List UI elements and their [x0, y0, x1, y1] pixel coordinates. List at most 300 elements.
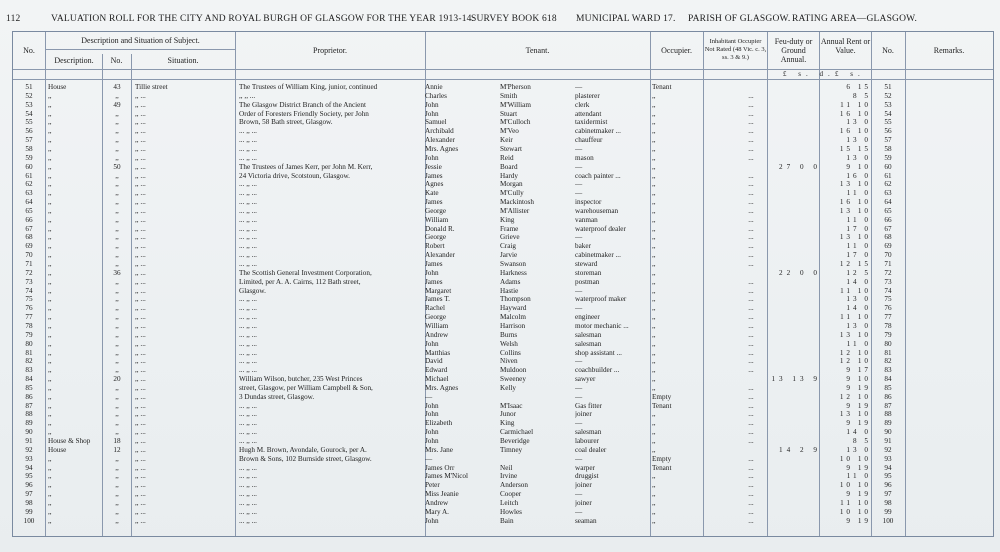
description-cell: ,, — [48, 463, 52, 472]
street-number-cell: ,, — [115, 472, 119, 481]
occupier-cell: Tenant — [652, 401, 672, 410]
entry-number: 51 — [25, 83, 33, 91]
annual-rent-cell: 10 10 — [839, 481, 871, 490]
tenant-first-name: John — [425, 339, 439, 348]
tenant-occupation: — — [575, 490, 583, 499]
tenant-first-name: George — [425, 313, 447, 322]
tenant-first-name: John — [425, 516, 439, 525]
street-number-cell: ,, — [115, 136, 119, 145]
proprietor-cell: ... ,, ... — [239, 490, 257, 499]
occupier-cell: ,, — [652, 268, 656, 277]
tenant-surname: M'Allister — [500, 206, 530, 215]
proprietor-cell: ... ,, ... — [239, 233, 257, 242]
table-row — [13, 402, 993, 411]
annual-rent-cell: 12 10 — [839, 357, 871, 366]
occupier-cell: ,, — [652, 304, 656, 313]
table-row — [13, 242, 993, 251]
description-cell: ,, — [48, 498, 52, 507]
situation-cell: ,, ... — [135, 410, 146, 419]
description-cell: ,, — [48, 401, 52, 410]
table-row — [13, 233, 993, 242]
col-header-remarks: Remarks. — [933, 46, 965, 55]
street-number-cell: ,, — [115, 224, 119, 233]
table-row — [13, 304, 993, 313]
situation-cell: ,, ... — [135, 242, 146, 251]
proprietor-cell: Brown, 58 Bath street, Glasgow. — [239, 118, 333, 127]
tenant-first-name: Edward — [425, 366, 448, 375]
tenant-occupation: — — [575, 233, 583, 242]
tenant-surname: Welsh — [500, 339, 518, 348]
occupier-cell: ,, — [652, 224, 656, 233]
entry-number: 100 — [23, 516, 35, 525]
description-cell: ,, — [48, 330, 52, 339]
occupier-cell: ,, — [652, 419, 656, 428]
inhabitant-cell: ... — [748, 144, 754, 153]
tenant-first-name: Andrew — [425, 498, 449, 507]
description-cell: ,, — [48, 260, 52, 268]
proprietor-cell: ... ,, ... — [239, 410, 257, 419]
tenant-surname: Niven — [500, 357, 518, 366]
tenant-first-name: Rachel — [425, 304, 445, 313]
tenant-first-name: James — [425, 198, 443, 207]
tenant-occupation: warehouseman — [575, 206, 619, 215]
tenant-occupation: cabinetmaker ... — [575, 127, 621, 136]
situation-cell: ,, ... — [135, 437, 146, 445]
entry-number-right: 67 — [884, 224, 892, 233]
tenant-surname: Howles — [500, 507, 522, 516]
street-number-cell: ,, — [115, 251, 119, 260]
entry-number-right: 73 — [884, 277, 892, 286]
col-header-number: No. — [110, 56, 123, 65]
inhabitant-cell: ... — [748, 189, 754, 198]
entry-number: 89 — [25, 419, 33, 428]
inhabitant-cell: ... — [748, 437, 754, 445]
tenant-first-name: John — [425, 153, 439, 162]
description-cell: ,, — [48, 251, 52, 260]
col-header-no-right: No. — [882, 46, 894, 55]
table-row — [13, 499, 993, 508]
proprietor-cell: 24 Victoria drive, Scotstoun, Glasgow. — [239, 171, 350, 180]
occupier-cell: ,, — [652, 481, 656, 490]
street-number-cell: ,, — [115, 507, 119, 516]
table-row — [13, 278, 993, 287]
street-number-cell: ,, — [115, 233, 119, 242]
tenant-surname: Stuart — [500, 109, 518, 118]
description-cell: ,, — [48, 277, 52, 286]
table-row — [13, 163, 993, 172]
street-number-cell: ,, — [115, 260, 119, 268]
situation-cell: ,, ... — [135, 490, 146, 499]
situation-cell: ,, ... — [135, 481, 146, 490]
annual-rent-cell: 11 0 — [846, 242, 871, 251]
annual-rent-cell: 13 0 — [846, 321, 871, 330]
table-row — [13, 419, 993, 428]
occupier-cell: ,, — [652, 153, 656, 162]
tenant-occupation: — — [575, 392, 583, 401]
table-row — [13, 349, 993, 358]
proprietor-cell: ... ,, ... — [239, 295, 257, 304]
tenant-first-name: John — [425, 100, 439, 109]
occupier-cell: ,, — [652, 507, 656, 516]
inhabitant-cell: ... — [748, 516, 754, 525]
tenant-surname: M'William — [500, 100, 531, 109]
proprietor-cell: ... ,, ... — [239, 498, 257, 507]
entry-number: 76 — [25, 304, 33, 313]
entry-number: 54 — [25, 109, 33, 118]
street-number-cell: 12 — [113, 445, 121, 454]
entry-number-right: 52 — [884, 91, 892, 100]
entry-number-right: 61 — [884, 171, 892, 180]
occupier-cell: ,, — [652, 180, 656, 189]
inhabitant-cell: ... — [748, 295, 754, 304]
annual-rent-cell: 12 10 — [839, 392, 871, 401]
description-cell: ,, — [48, 189, 52, 198]
inhabitant-cell: ... — [748, 206, 754, 215]
description-cell: ,, — [48, 136, 52, 145]
tenant-occupation: seaman — [575, 516, 597, 525]
entry-number: 66 — [25, 215, 33, 224]
inhabitant-cell: ... — [748, 339, 754, 348]
proprietor-cell: ... ,, ... — [239, 215, 257, 224]
entry-number-right: 83 — [884, 366, 892, 375]
entry-number-right: 71 — [884, 260, 892, 268]
tenant-first-name: Andrew — [425, 330, 449, 339]
entry-number: 64 — [25, 198, 33, 207]
description-cell: ,, — [48, 481, 52, 490]
entry-number-right: 81 — [884, 348, 892, 357]
situation-cell: ,, ... — [135, 463, 146, 472]
entry-number-right: 88 — [884, 410, 892, 419]
tenant-occupation: coachbuilder ... — [575, 366, 620, 375]
tenant-surname: Harkness — [500, 268, 527, 277]
proprietor-cell: Glasgow. — [239, 286, 266, 295]
entry-number-right: 74 — [884, 286, 892, 295]
inhabitant-cell: ... — [748, 109, 754, 118]
tenant-surname: Kelly — [500, 383, 516, 392]
tenant-surname: M'Veo — [500, 127, 519, 136]
entry-number: 69 — [25, 242, 33, 251]
tenant-occupation: baker — [575, 242, 591, 251]
annual-rent-cell: 9 19 — [846, 401, 871, 410]
tenant-first-name: Charles — [425, 91, 447, 100]
street-number-cell: ,, — [115, 313, 119, 322]
street-number-cell: ,, — [115, 454, 119, 463]
proprietor-cell: ... ,, ... — [239, 206, 257, 215]
description-cell: ,, — [48, 357, 52, 366]
annual-rent-cell: 13 10 — [839, 233, 871, 242]
occupier-cell: Tenant — [652, 83, 672, 91]
entry-number: 65 — [25, 206, 33, 215]
table-row — [13, 154, 993, 163]
situation-cell: ,, ... — [135, 419, 146, 428]
table-row — [13, 216, 993, 225]
situation-cell: ,, ... — [135, 330, 146, 339]
tenant-first-name: Alexander — [425, 251, 455, 260]
proprietor-cell: ... ,, ... — [239, 180, 257, 189]
proprietor-cell: The Glasgow District Branch of the Ancient — [239, 100, 366, 109]
tenant-first-name: Agnes — [425, 180, 444, 189]
situation-cell: ,, ... — [135, 224, 146, 233]
tenant-first-name: Mrs. Jane — [425, 445, 453, 454]
description-cell: ,, — [48, 516, 52, 525]
entry-number: 94 — [25, 463, 33, 472]
feu-duty-cell: 13 13 9 — [771, 375, 821, 384]
tenant-occupation: — — [575, 180, 583, 189]
entry-number-right: 64 — [884, 198, 892, 207]
description-cell: ,, — [48, 507, 52, 516]
tenant-occupation: salesman — [575, 428, 602, 437]
table-row — [13, 357, 993, 366]
tenant-first-name: Margaret — [425, 286, 452, 295]
tenant-first-name: William — [425, 321, 449, 330]
situation-cell: ,, ... — [135, 498, 146, 507]
inhabitant-cell: ... — [748, 419, 754, 428]
situation-cell: ,, ... — [135, 180, 146, 189]
street-number-cell: ,, — [115, 206, 119, 215]
entry-number: 72 — [25, 268, 33, 277]
tenant-occupation: motor mechanic ... — [575, 321, 629, 330]
table-row — [13, 251, 993, 260]
annual-rent-cell: 13 10 — [839, 410, 871, 419]
description-cell: ,, — [48, 206, 52, 215]
description-cell: ,, — [48, 109, 52, 118]
survey-book-label: SURVEY BOOK 618 — [471, 14, 557, 24]
entry-number-right: 86 — [884, 392, 892, 401]
entry-number: 92 — [25, 445, 33, 454]
annual-rent-cell: 17 0 — [846, 251, 871, 260]
feu-units: £ s. d. — [783, 70, 835, 78]
tenant-occupation: warper — [575, 463, 595, 472]
entry-number-right: 96 — [884, 481, 892, 490]
description-cell: ,, — [48, 91, 52, 100]
entry-number: 55 — [25, 118, 33, 127]
tenant-surname: Stewart — [500, 144, 522, 153]
page-number: 112 — [6, 14, 21, 24]
tenant-surname: Cooper — [500, 490, 522, 499]
street-number-cell: ,, — [115, 295, 119, 304]
tenant-surname: Bain — [500, 516, 514, 525]
entry-number-right: 56 — [884, 127, 892, 136]
entry-number: 97 — [25, 490, 33, 499]
table-row — [13, 172, 993, 181]
tenant-first-name: James Orr — [425, 463, 455, 472]
street-number-cell: ,, — [115, 189, 119, 198]
entry-number: 68 — [25, 233, 33, 242]
entry-number-right: 97 — [884, 490, 892, 499]
occupier-cell: ,, — [652, 437, 656, 445]
table-row — [13, 384, 993, 393]
tenant-occupation: salesman — [575, 330, 602, 339]
proprietor-cell: ... ,, ... — [239, 127, 257, 136]
tenant-surname: Morgan — [500, 180, 523, 189]
tenant-occupation: — — [575, 304, 583, 313]
tenant-occupation: — — [575, 419, 583, 428]
tenant-surname: Hardy — [500, 171, 518, 180]
occupier-cell: ,, — [652, 260, 656, 268]
proprietor-cell: Hugh M. Brown, Avondale, Gourock, per A. — [239, 445, 367, 454]
proprietor-cell: ... ,, ... — [239, 401, 257, 410]
annual-rent-cell: 14 0 — [846, 277, 871, 286]
tenant-occupation: druggist — [575, 472, 599, 481]
situation-cell: ,, ... — [135, 428, 146, 437]
street-number-cell: ,, — [115, 463, 119, 472]
entry-number: 83 — [25, 366, 33, 375]
parish-label: PARISH OF GLASGOW. — [688, 14, 791, 24]
entry-number-right: 66 — [884, 215, 892, 224]
description-cell: ,, — [48, 144, 52, 153]
situation-cell: ,, ... — [135, 401, 146, 410]
col-header-occupier: Occupier. — [661, 46, 692, 55]
table-row — [13, 481, 993, 490]
street-number-cell: ,, — [115, 428, 119, 437]
entry-number-right: 94 — [884, 463, 892, 472]
annual-rent-cell: 10 10 — [839, 454, 871, 463]
entry-number-right: 53 — [884, 100, 892, 109]
occupier-cell: ,, — [652, 144, 656, 153]
annual-rent-cell: 8 5 — [853, 437, 871, 445]
tenant-surname: Frame — [500, 224, 519, 233]
inhabitant-cell: ... — [748, 277, 754, 286]
description-cell: House & Shop — [48, 437, 91, 445]
table-row — [13, 472, 993, 481]
table-row — [13, 437, 993, 446]
entry-number: 74 — [25, 286, 33, 295]
proprietor-cell: street, Glasgow, per William Campbell & Son, — [239, 383, 373, 392]
col-header-description-group: Description and Situation of Subject. — [81, 36, 200, 45]
annual-rent-cell: 10 10 — [839, 507, 871, 516]
entry-number: 90 — [25, 428, 33, 437]
inhabitant-cell: ... — [748, 304, 754, 313]
inhabitant-cell: ... — [748, 481, 754, 490]
annual-rent-cell: 13 0 — [846, 118, 871, 127]
table-row — [13, 287, 993, 296]
entry-number-right: 55 — [884, 118, 892, 127]
occupier-cell: ,, — [652, 516, 656, 525]
proprietor-cell: ,, ,, ... — [239, 91, 256, 100]
table-row — [13, 269, 993, 278]
page-header — [6, 14, 996, 26]
table-row — [13, 508, 993, 517]
description-cell: ,, — [48, 286, 52, 295]
situation-cell: ,, ... — [135, 339, 146, 348]
proprietor-cell: ... ,, ... — [239, 481, 257, 490]
tenant-occupation: attendant — [575, 109, 602, 118]
description-cell: ,, — [48, 472, 52, 481]
tenant-first-name: Robert — [425, 242, 445, 251]
entry-number-right: 91 — [884, 437, 892, 445]
occupier-cell: ,, — [652, 109, 656, 118]
annual-rent-cell: 8 5 — [853, 91, 871, 100]
description-cell: ,, — [48, 366, 52, 375]
situation-cell: ,, ... — [135, 206, 146, 215]
entry-number: 53 — [25, 100, 33, 109]
col-header-tenant: Tenant. — [525, 46, 550, 55]
situation-cell: ,, ... — [135, 215, 146, 224]
occupier-cell: ,, — [652, 410, 656, 419]
entry-number: 73 — [25, 277, 33, 286]
street-number-cell: ,, — [115, 392, 119, 401]
street-number-cell: 18 — [113, 437, 121, 445]
tenant-occupation: — — [575, 286, 583, 295]
street-number-cell: ,, — [115, 366, 119, 375]
inhabitant-cell: ... — [748, 490, 754, 499]
table-row — [13, 127, 993, 136]
description-cell: ,, — [48, 383, 52, 392]
tenant-occupation: vanman — [575, 215, 598, 224]
occupier-cell: ,, — [652, 277, 656, 286]
tenant-occupation: plasterer — [575, 91, 600, 100]
annual-rent-cell: 13 10 — [839, 330, 871, 339]
street-number-cell: ,, — [115, 498, 119, 507]
situation-cell: ,, ... — [135, 375, 146, 384]
entry-number-right: 89 — [884, 419, 892, 428]
tenant-surname: Malcolm — [500, 313, 526, 322]
annual-rent-cell: 11 0 — [846, 472, 871, 481]
page-title: VALUATION ROLL FOR THE CITY AND ROYAL BURGH OF GLASGOW FOR THE YEAR 1913-14. — [51, 14, 475, 24]
inhabitant-cell: ... — [748, 401, 754, 410]
table-row — [13, 490, 993, 499]
entry-number-right: 76 — [884, 304, 892, 313]
tenant-occupation: chauffeur — [575, 136, 603, 145]
entry-number-right: 93 — [884, 454, 892, 463]
occupier-cell: ,, — [652, 251, 656, 260]
tenant-first-name: James — [425, 260, 443, 268]
table-row — [13, 464, 993, 473]
entry-number: 78 — [25, 321, 33, 330]
annual-rent-cell: 9 17 — [846, 366, 871, 375]
entry-number: 61 — [25, 171, 33, 180]
tenant-occupation: steward — [575, 260, 598, 268]
street-number-cell: 49 — [113, 100, 121, 109]
tenant-surname: Collins — [500, 348, 521, 357]
tenant-first-name: John — [425, 401, 439, 410]
inhabitant-cell: ... — [748, 91, 754, 100]
tenant-first-name: John — [425, 428, 439, 437]
occupier-cell: ,, — [652, 127, 656, 136]
entry-number: 62 — [25, 180, 33, 189]
street-number-cell: ,, — [115, 357, 119, 366]
proprietor-cell: ... ,, ... — [239, 357, 257, 366]
street-number-cell: ,, — [115, 516, 119, 525]
inhabitant-cell: ... — [748, 136, 754, 145]
description-cell: ,, — [48, 242, 52, 251]
proprietor-cell: ... ,, ... — [239, 516, 257, 525]
inhabitant-cell: ... — [748, 330, 754, 339]
inhabitant-cell: ... — [748, 498, 754, 507]
tenant-surname: Thompson — [500, 295, 531, 304]
table-row — [13, 517, 993, 526]
tenant-surname: Grieve — [500, 233, 520, 242]
entry-number-right: 57 — [884, 136, 892, 145]
ledger-table — [12, 31, 994, 537]
feu-duty-cell: 22 0 0 — [779, 268, 821, 277]
tenant-surname: Adams — [500, 277, 521, 286]
tenant-first-name: James — [425, 277, 443, 286]
tenant-occupation: — — [575, 454, 583, 463]
tenant-surname: Hastie — [500, 286, 519, 295]
tenant-first-name: Mrs. Agnes — [425, 144, 459, 153]
annual-rent-cell: 13 10 — [839, 180, 871, 189]
street-number-cell: ,, — [115, 144, 119, 153]
description-cell: ,, — [48, 375, 52, 384]
street-number-cell: ,, — [115, 419, 119, 428]
annual-rent-cell: 11 10 — [840, 286, 871, 295]
entry-number: 95 — [25, 472, 33, 481]
inhabitant-cell: ... — [748, 410, 754, 419]
annual-rent-cell: 9 19 — [846, 419, 871, 428]
inhabitant-cell: ... — [748, 348, 754, 357]
street-number-cell: 43 — [113, 83, 121, 91]
